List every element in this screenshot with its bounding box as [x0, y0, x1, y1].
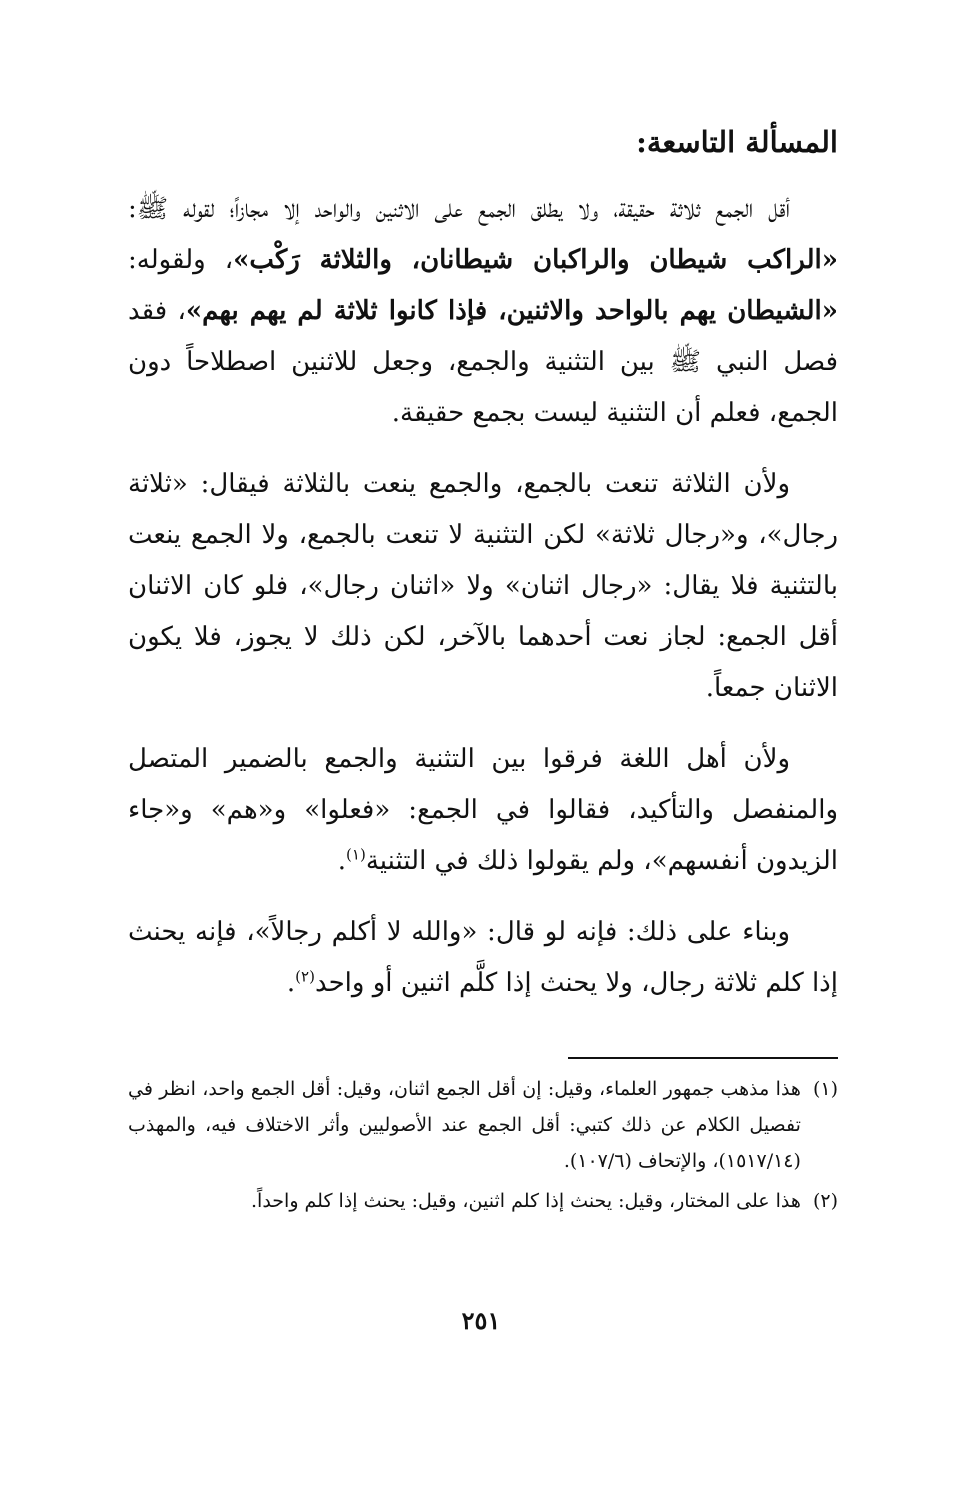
footnote-1-text: هذا مذهب جمهور العلماء، وقيل: إن أقل الجمع اثنان، وقيل: أقل الجمع واحد، انظر في تفصيل الكلام عن ذلك كتبي: أقل الجمع عند الأصوليين وأثر الاختلاف فيه، والمهذب (١٥١٧/١٤)، والإتحاف (١٠٧/٦). [128, 1078, 801, 1172]
paragraph-4-text: وبناء على ذلك: فإنه لو قال: «والله لا أكلم رجالاً»، فإنه يحنث إذا كلم ثلاثة رجال، ولا يحنث إذا كلَّم اثنين أو واحد [128, 917, 838, 998]
footnote-ref-1[interactable]: (١) [346, 845, 366, 864]
paragraph-1-text-e: ، فقد فصل النبي ﷺ بين التثنية والجمع، وجعل للاثنين اصطلاحاً دون الجمع، فعلم أن التثنية ليست بجمع حقيقة. [128, 296, 838, 428]
paragraph-2: ولأن الثلاثة تنعت بالجمع، والجمع ينعت بالثلاثة فيقال: «ثلاثة رجال»، و«رجال ثلاثة» لكن التثنية لا تنعت بالجمع، ولا الجمع ينعت بالتثنية فلا يقال: «رجال اثنان» ولا «اثنان رجال»، فلو كان الاثنان أقل الجمع: لجاز نعت أحدهما بالآخر، لكن ذلك لا يجوز، فلا يكون الاثنان جمعاً. [128, 469, 838, 703]
paragraph-4-end: . [286, 968, 296, 998]
footnote-1-number: (١) [812, 1078, 838, 1100]
paragraph-1-text-c: ، ولقوله: [128, 245, 234, 275]
paragraph-3 [128, 734, 838, 887]
footnote-ref-2[interactable]: (٢) [295, 967, 315, 986]
footnote-1 [128, 1071, 838, 1179]
paragraph-4 [128, 907, 838, 1009]
paragraph-3-end: . [337, 846, 347, 876]
footnote-2-text: هذا على المختار، وقيل: يحنث إذا كلم اثنين، وقيل: يحنث إذا كلم واحداً. [251, 1190, 801, 1212]
footnote-2 [128, 1183, 838, 1219]
footnote-2-number: (٢) [812, 1190, 838, 1212]
footnote-divider [568, 1057, 838, 1059]
section-heading: المسألة التاسعة: [636, 125, 838, 159]
paragraph-1-text-a: أقل الجمع ثلاثة حقيقة، ولا يطلق الجمع على الاثنين والواحد إلا مجازاً؛ لقوله ﷺ: [128, 194, 790, 224]
paragraph-1 [128, 184, 838, 439]
hadith-quote-2: «الشيطان يهم بالواحد والاثنين، فإذا كانوا ثلاثة لم يهم بهم» [185, 296, 838, 326]
paragraph-3-text: ولأن أهل اللغة فرقوا بين التثنية والجمع بالضمير المتصل والمنفصل والتأكيد، فقالوا في الجمع: «فعلوا» و«هم» و«جاء الزيدون أنفسهم»، ولم يقولوا ذلك في التثنية [128, 744, 838, 876]
page-number: ٢٥١ [461, 1306, 501, 1335]
hadith-quote-1: «الراكب شيطان والراكبان شيطانان، والثلاثة رَكْب» [233, 245, 839, 275]
